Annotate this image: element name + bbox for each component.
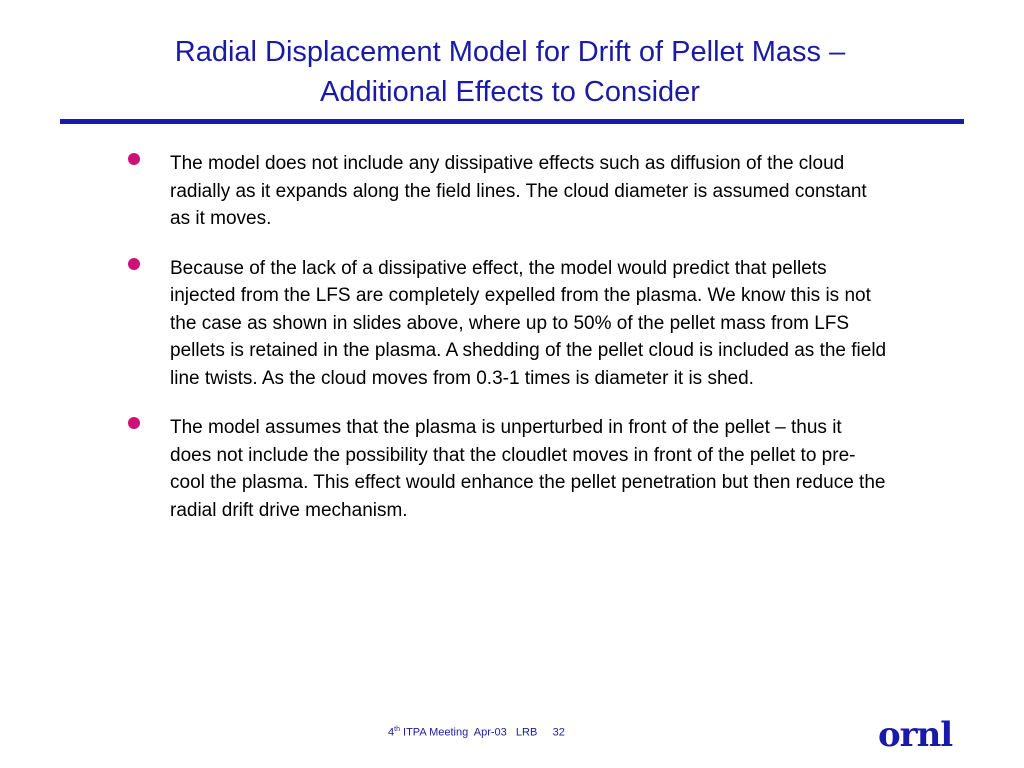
footer-meeting-info: ITPA Meeting Apr-03 LRB 32 [399,726,565,739]
bullet-item [128,414,888,524]
bullet-dot-icon [128,258,140,270]
bullet-item [128,150,888,233]
bullet-dot-icon [128,153,140,165]
bullet-list [128,150,888,546]
footer-ordinal-suffix: th [394,726,400,733]
slide-footer [388,726,565,739]
bullet-text: Because of the lack of a dissipative effect, the model would predict that pellets injected from the LFS are completely expelled from the plasma. We know this is not the case as shown in slides above, where up to 50% of the pellet mass from LFS pellets is retained in the plasma. A shedding of the pellet cloud is included as the field line twists. As the cloud moves from 0.3-1 times is diameter it is shed. [170,257,887,389]
ornl-logo: ornl [878,715,953,755]
bullet-text: The model assumes that the plasma is unperturbed in front of the pellet – thus it does not include the possibility that the cloudlet moves in front of the pellet to pre-cool the plasma. This effect would enhance the pellet penetration but then reduce the radial drift drive mechanism. [170,417,886,521]
bullet-text: The model does not include any dissipative effects such as diffusion of the cloud radially as it expands along the field lines. The cloud diameter is assumed constant as it moves. [170,153,867,229]
bullet-dot-icon [128,417,140,429]
title-divider [60,119,964,124]
title-line-2: Additional Effects to Consider [320,76,700,108]
bullet-item [128,255,888,393]
title-line-1: Radial Displacement Model for Drift of Pellet Mass – [174,36,846,68]
footer-meeting-number: 4 [388,726,395,739]
slide-title [60,32,960,112]
